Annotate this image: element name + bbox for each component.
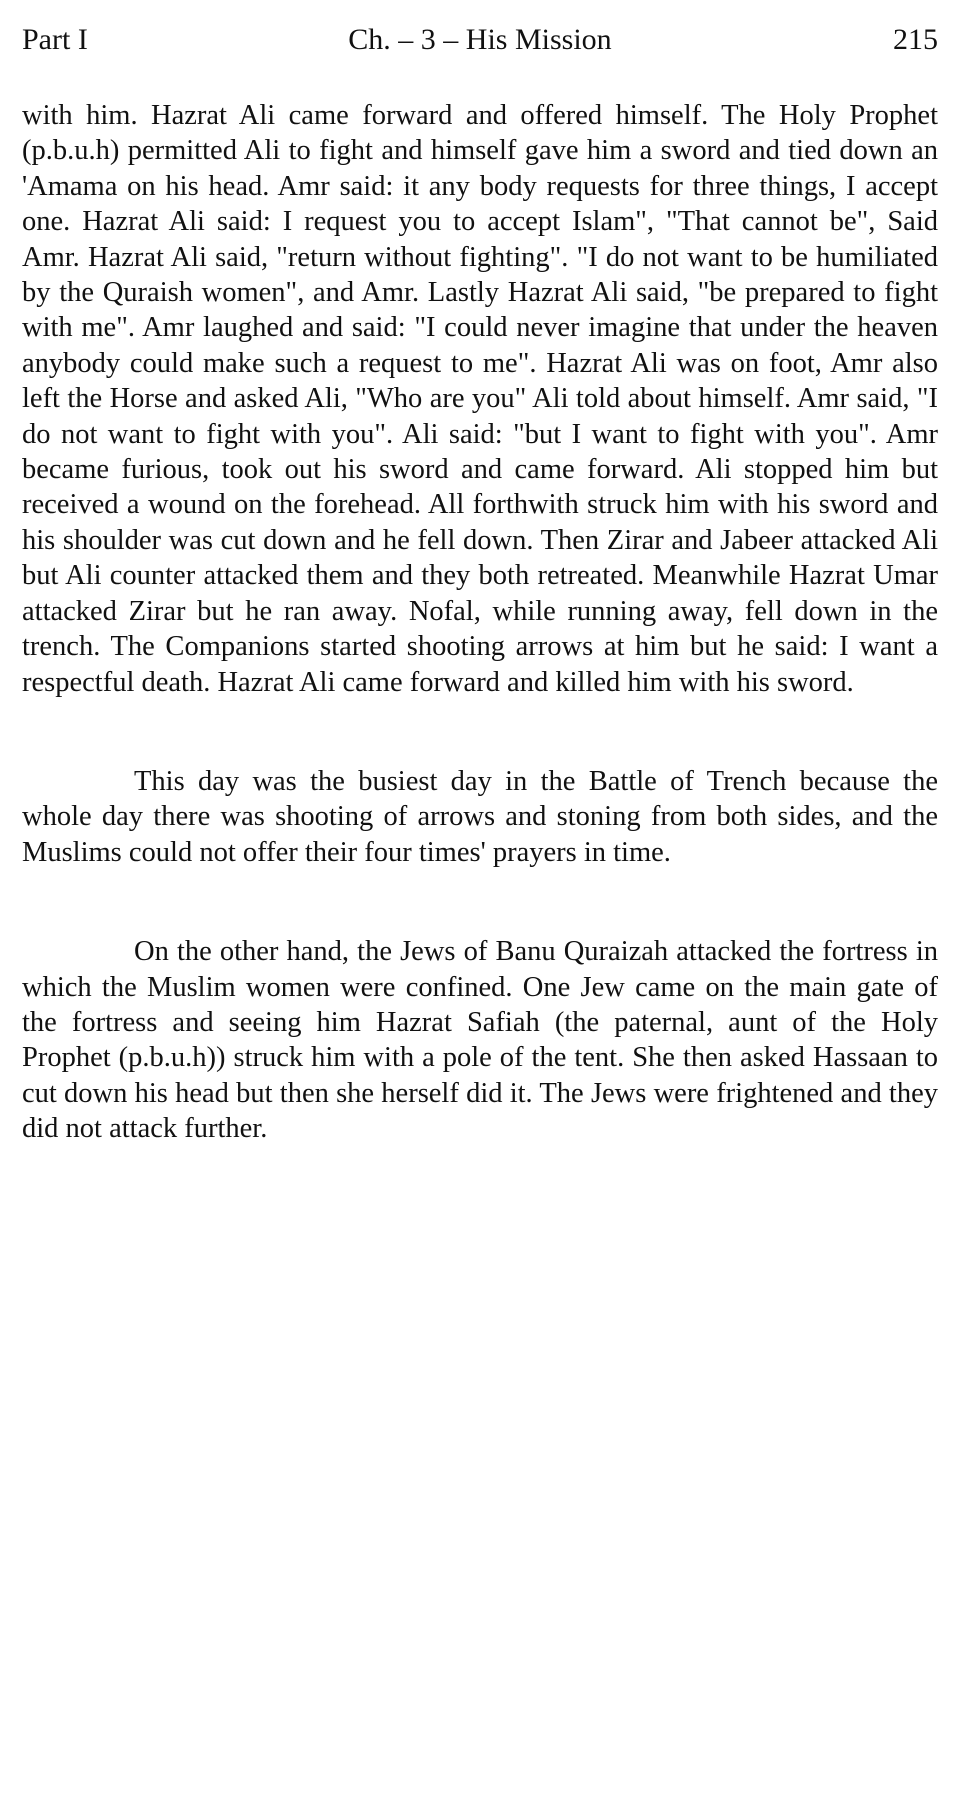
page-body	[22, 98, 938, 1147]
paragraph-3: On the other hand, the Jews of Banu Quraizah attacked the fortress in which the Muslim women were confined. One Jew came on the main gate of the fortress and seeing him Hazrat Safiah (the paternal, aunt of the Holy Prophet (p.b.u.h)) struck him with a pole of the tent. She then asked Hassaan to cut down his head but then she herself did it. The Jews were frightened and they did not attack further.	[22, 936, 938, 1145]
chapter-title: Ch. – 3 – His Mission	[348, 23, 612, 56]
paragraph-2: This day was the busiest day in the Battle of Trench because the whole day there was shooting of arrows and stoning from both sides, and the Muslims could not offer their four times' prayers in time.	[22, 765, 938, 868]
running-header	[22, 20, 938, 60]
part-label: Part I	[22, 23, 88, 56]
page-number: 215	[893, 23, 938, 56]
paragraph-1: with him. Hazrat Ali came forward and offered himself. The Holy Prophet (p.b.u.h) permitted Ali to fight and himself gave him a sword and tied down an 'Amama on his head. Amr said: it any body requests for three things, I accept one. Hazrat Ali said: I request you to accept Islam", "That cannot be", Said Amr. Hazrat Ali said, "return without fighting". "I do not want to be humiliated by the Quraish women", and Amr. Lastly Hazrat Ali said, "be prepared to fight with me". Amr laughed and said: "I could never imagine that under the heaven anybody could make such a request to me". Hazrat Ali was on foot, Amr also left the Horse and asked Ali, "Who are you" Ali told about himself. Amr said, "I do not want to fight with you". Ali said: "but I want to fight with you". Amr became furious, took out his sword and came forward. Ali stopped him but received a wound on the forehead. All forthwith struck him with his sword and his shoulder was cut down and he fell down. Then Zirar and Jabeer attacked Ali but Ali counter attacked them and they both retreated. Meanwhile Hazrat Umar attacked Zirar but he ran away. Nofal, while running away, fell down in the trench. The Companions started shooting arrows at him but he said: I want a respectful death. Hazrat Ali came forward and killed him with his sword.	[22, 100, 938, 698]
